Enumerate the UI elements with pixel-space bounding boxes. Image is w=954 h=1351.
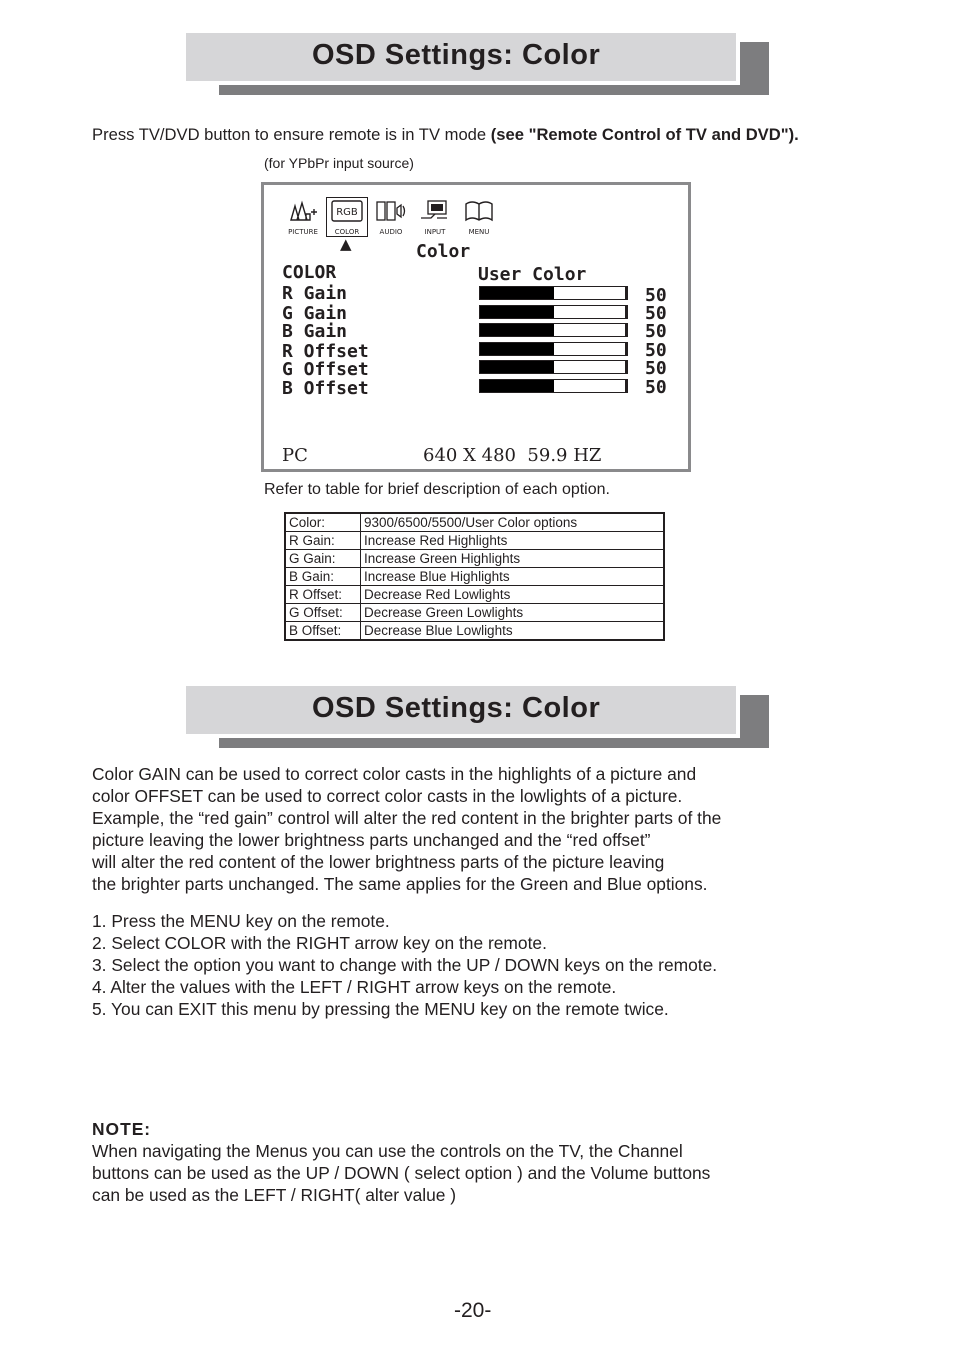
step-item: 4. Alter the values with the LEFT / RIGHT arrow keys on the remote. bbox=[92, 977, 617, 997]
table-body bbox=[285, 513, 664, 640]
osd-row-label: R Gain bbox=[282, 283, 348, 304]
osd-row-value: 50 bbox=[645, 321, 667, 342]
icon-label: INPUT bbox=[424, 228, 446, 236]
level-bar bbox=[479, 305, 628, 319]
table-cell: Color: bbox=[285, 513, 361, 532]
table-cell: Decrease Red Lowlights bbox=[361, 586, 665, 604]
osd-color-label: COLOR bbox=[282, 262, 337, 283]
table-row bbox=[285, 622, 664, 641]
page-number: -20- bbox=[454, 1299, 492, 1322]
paragraph-line: picture leaving the lower brightness parts unchanged and the “red offset” bbox=[92, 830, 651, 850]
osd-row-label: B Gain bbox=[282, 321, 348, 342]
table-row bbox=[285, 550, 664, 568]
osd-row-label: G Gain bbox=[282, 303, 348, 324]
osd-row-value: 50 bbox=[645, 358, 667, 379]
icon-label: AUDIO bbox=[379, 228, 403, 236]
osd-row-value: 50 bbox=[645, 285, 667, 306]
paragraph-line: color OFFSET can be used to correct color casts in the lowlights of a picture. bbox=[92, 786, 683, 806]
osd-row-value: 50 bbox=[645, 303, 667, 324]
table-cell: 9300/6500/5500/User Color options bbox=[361, 513, 665, 532]
section-header bbox=[186, 33, 769, 95]
table-cell: Increase Blue Highlights bbox=[361, 568, 665, 586]
level-bar bbox=[479, 360, 628, 374]
osd-screen bbox=[261, 182, 691, 472]
intro-plain: Press TV/DVD button to ensure remote is in TV mode bbox=[92, 125, 491, 144]
table-row bbox=[285, 604, 664, 622]
table-cell: R Gain: bbox=[285, 532, 361, 550]
osd-row-value: 50 bbox=[645, 377, 667, 398]
level-bar-fill bbox=[480, 287, 554, 299]
audio-icon bbox=[370, 197, 412, 237]
note-line: can be used as the LEFT / RIGHT( alter value ) bbox=[92, 1185, 457, 1205]
table-row bbox=[285, 586, 664, 604]
header-title: OSD Settings: Color bbox=[312, 692, 601, 724]
input-icon bbox=[414, 197, 456, 237]
intro-bold: (see "Remote Control of TV and DVD"). bbox=[490, 125, 799, 144]
osd-row-label: G Offset bbox=[282, 359, 369, 380]
level-bar bbox=[479, 342, 628, 356]
table-cell: B Gain: bbox=[285, 568, 361, 586]
paragraph-line: Example, the “red gain” control will alter the red content in the brighter parts of the bbox=[92, 808, 722, 828]
picture-icon bbox=[282, 197, 324, 237]
refer-text: Refer to table for brief description of each option. bbox=[264, 481, 610, 498]
level-bar-fill bbox=[480, 306, 554, 318]
source-note: (for YPbPr input source) bbox=[264, 155, 414, 171]
step-item: 3. Select the option you want to change with the UP / DOWN keys on the remote. bbox=[92, 955, 718, 975]
table-cell: G Offset: bbox=[285, 604, 361, 622]
osd-color-value: User Color bbox=[478, 264, 587, 285]
osd-row-label: B Offset bbox=[282, 378, 369, 399]
level-bar-fill bbox=[480, 361, 554, 373]
table-cell: G Gain: bbox=[285, 550, 361, 568]
osd-menu-title: Color bbox=[416, 241, 471, 262]
header-title: OSD Settings: Color bbox=[312, 39, 601, 71]
table-cell: Increase Green Highlights bbox=[361, 550, 665, 568]
level-bar-fill bbox=[480, 343, 554, 355]
note-line: When navigating the Menus you can use the controls on the TV, the Channel bbox=[92, 1141, 683, 1161]
intro-text bbox=[92, 124, 799, 146]
table-row bbox=[285, 513, 664, 532]
osd-row-label: R Offset bbox=[282, 341, 369, 362]
icon-label: COLOR bbox=[334, 228, 360, 236]
osd-row-value: 50 bbox=[645, 340, 667, 361]
table-cell: Decrease Blue Lowlights bbox=[361, 622, 665, 641]
table-row bbox=[285, 568, 664, 586]
note-heading: NOTE: bbox=[92, 1119, 152, 1139]
option-description-table bbox=[284, 512, 665, 641]
table-cell: R Offset: bbox=[285, 586, 361, 604]
paragraph-line: the brighter parts unchanged. The same applies for the Green and Blue options. bbox=[92, 874, 708, 894]
selection-caret: ▲ bbox=[340, 235, 352, 253]
level-bar bbox=[479, 323, 628, 337]
step-item: 5. You can EXIT this menu by pressing the MENU key on the remote twice. bbox=[92, 999, 669, 1019]
rgb-icon bbox=[326, 197, 368, 237]
paragraph-line: Color GAIN can be used to correct color casts in the highlights of a picture and bbox=[92, 764, 697, 784]
icon-label: MENU bbox=[468, 228, 490, 236]
level-bar bbox=[479, 379, 628, 393]
table-row bbox=[285, 532, 664, 550]
step-item: 2. Select COLOR with the RIGHT arrow key on the remote. bbox=[92, 933, 547, 953]
section-header bbox=[186, 686, 769, 748]
table-cell: B Offset: bbox=[285, 622, 361, 641]
icon-label: PICTURE bbox=[288, 228, 318, 236]
paragraph-line: will alter the red content of the lower brightness parts of the picture leaving bbox=[92, 852, 665, 872]
osd-status-source: PC bbox=[282, 445, 308, 466]
step-item: 1. Press the MENU key on the remote. bbox=[92, 911, 390, 931]
level-bar bbox=[479, 286, 628, 300]
osd-icon-bar bbox=[282, 197, 500, 237]
table-cell: Decrease Green Lowlights bbox=[361, 604, 665, 622]
level-bar-fill bbox=[480, 324, 554, 336]
osd-status-resolution: 640 X 480 59.9 HZ bbox=[423, 445, 602, 466]
menu-book-icon bbox=[458, 197, 500, 237]
note-line: buttons can be used as the UP / DOWN ( select option ) and the Volume buttons bbox=[92, 1163, 711, 1183]
table-cell: Increase Red Highlights bbox=[361, 532, 665, 550]
svg-text:RGB: RGB bbox=[336, 207, 358, 218]
level-bar-fill bbox=[480, 380, 554, 392]
